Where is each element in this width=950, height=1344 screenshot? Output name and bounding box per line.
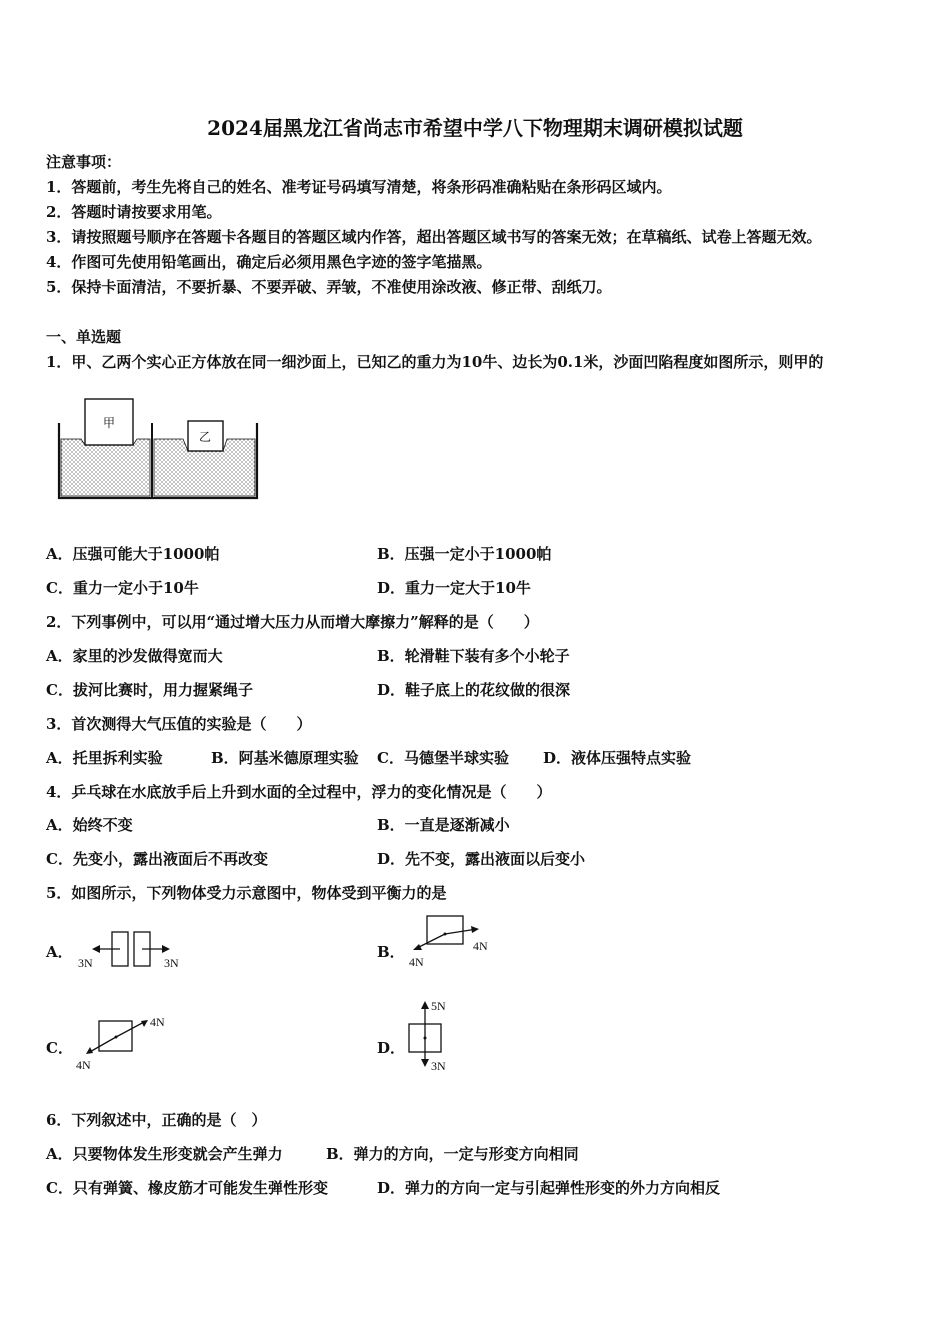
notes-item: 2．答题时请按要求用笔。 xyxy=(46,203,222,221)
notes-item: 1．答题前，考生先将自己的姓名、准考证号码填写清楚，将条形码准确粘贴在条形码区域内。 xyxy=(46,178,672,196)
q1-option-d[interactable]: D．重力一定大于10牛 xyxy=(377,579,531,597)
q1-option-a[interactable]: A．压强可能大于1000帕 xyxy=(46,545,220,563)
q5-figure-b xyxy=(403,912,513,972)
q1-option-c[interactable]: C．重力一定小于10牛 xyxy=(46,579,199,597)
q5-figure-c xyxy=(72,1010,192,1074)
q2-stem: 2．下列事例中，可以用“通过增大压力从而增大摩擦力”解释的是（ ） xyxy=(46,613,539,631)
q6-option-b[interactable]: B．弹力的方向，一定与形变方向相同 xyxy=(326,1145,579,1163)
q2-option-b[interactable]: B．轮滑鞋下装有多个小轮子 xyxy=(377,647,570,665)
q4-option-a[interactable]: A．始终不变 xyxy=(46,816,133,834)
q5-option-b[interactable]: B． xyxy=(377,943,405,961)
q3-option-d[interactable]: D．液体压强特点实验 xyxy=(543,749,692,767)
q4-option-d[interactable]: D．先不变，露出液面以后变小 xyxy=(377,850,586,868)
q6-option-d[interactable]: D．弹力的方向一定与引起弹性形变的外力方向相反 xyxy=(377,1179,721,1197)
q6-stem: 6．下列叙述中，正确的是（ ） xyxy=(46,1111,267,1129)
force-label: 3N xyxy=(431,1059,446,1073)
q5-option-c[interactable]: C． xyxy=(46,1039,73,1057)
q5-figure-d xyxy=(403,996,473,1076)
notes-heading: 注意事项： xyxy=(46,153,122,171)
jia-label: 甲 xyxy=(103,416,116,430)
notes-item: 4．作图可先使用铅笔画出，确定后必须用黑色字迹的签字笔描黑。 xyxy=(46,253,492,271)
q4-stem: 4．乒乓球在水底放手后上升到水面的全过程中，浮力的变化情况是（ ） xyxy=(46,783,552,801)
q1-sand-figure xyxy=(55,395,265,505)
q3-stem: 3．首次测得大气压值的实验是（ ） xyxy=(46,715,312,733)
q2-option-d[interactable]: D．鞋子底上的花纹做的很深 xyxy=(377,681,571,699)
q5-option-a[interactable]: A． xyxy=(46,943,73,961)
force-label: 4N xyxy=(473,939,488,953)
q6-option-c[interactable]: C．只有弹簧、橡皮筋才可能发生弹性形变 xyxy=(46,1179,328,1197)
q3-option-b[interactable]: B．阿基米德原理实验 xyxy=(211,749,359,767)
section-heading: 一、单选题 xyxy=(46,328,122,346)
q4-option-b[interactable]: B．一直是逐渐减小 xyxy=(377,816,510,834)
q2-option-a[interactable]: A．家里的沙发做得宽而大 xyxy=(46,647,223,665)
force-label: 3N xyxy=(78,956,93,970)
q1-stem: 1．甲、乙两个实心正方体放在同一细沙面上，已知乙的重力为10牛、边长为0.1米，沙面凹陷程度如图所示，则甲的 xyxy=(46,353,824,371)
force-label: 4N xyxy=(76,1058,91,1072)
q3-option-c[interactable]: C．马德堡半球实验 xyxy=(377,749,509,767)
force-label: 5N xyxy=(431,999,446,1013)
q4-option-c[interactable]: C．先变小，露出液面后不再改变 xyxy=(46,850,268,868)
q5-option-d[interactable]: D． xyxy=(377,1039,406,1057)
q6-option-a[interactable]: A．只要物体发生形变就会产生弹力 xyxy=(46,1145,283,1163)
yi-label: 乙 xyxy=(199,430,212,444)
page-title: 2024届黑龙江省尚志市希望中学八下物理期末调研模拟试题 xyxy=(207,116,743,140)
force-label: 4N xyxy=(409,955,424,969)
force-label: 3N xyxy=(164,956,179,970)
q3-option-a[interactable]: A．托里拆利实验 xyxy=(46,749,163,767)
notes-item: 3．请按照题号顺序在答题卡各题目的答题区域内作答，超出答题区域书写的答案无效；在草稿纸、试卷上答题无效。 xyxy=(46,228,822,246)
q5-stem: 5．如图所示，下列物体受力示意图中，物体受到平衡力的是 xyxy=(46,884,447,902)
q2-option-c[interactable]: C．拔河比赛时，用力握紧绳子 xyxy=(46,681,253,699)
q1-option-b[interactable]: B．压强一定小于1000帕 xyxy=(377,545,552,563)
notes-item: 5．保持卡面清洁，不要折暴、不要弄破、弄皱，不准使用涂改液、修正带、刮纸刀。 xyxy=(46,278,612,296)
q5-figure-a xyxy=(72,925,192,975)
force-label: 4N xyxy=(150,1015,165,1029)
